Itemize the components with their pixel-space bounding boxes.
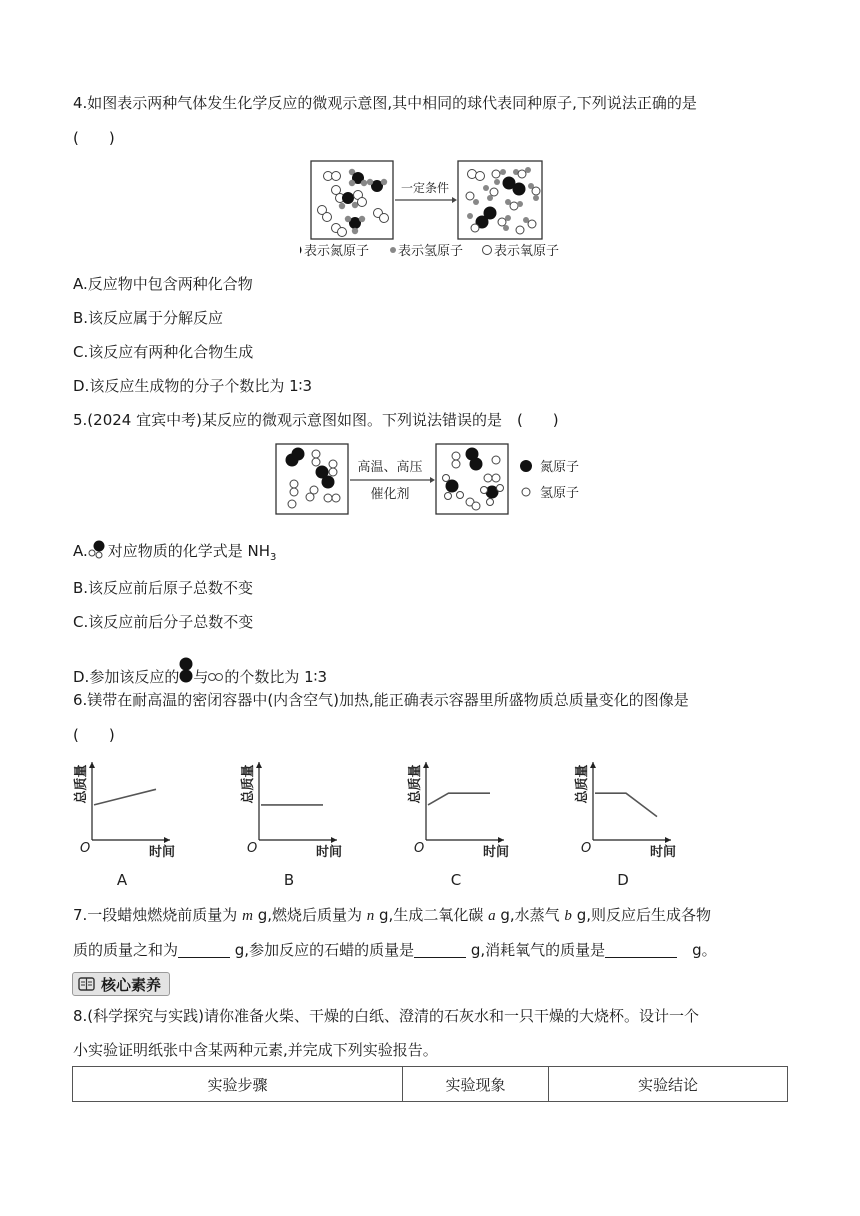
q7-blank-1[interactable] — [178, 942, 230, 958]
header-conclusion: 实验结论 — [549, 1067, 788, 1102]
q8-line-2: 小实验证明纸张中含某两种元素,并完成下列实验报告。 — [73, 1041, 438, 1059]
q6-graph-options — [70, 752, 770, 892]
q4-legend — [300, 244, 559, 259]
y-axis-label: 总质量 — [408, 764, 423, 804]
q5-option-b[interactable]: B.该反应前后原子总数不变 — [73, 579, 254, 597]
q4-option-a[interactable]: A.反应物中包含两种化合物 — [73, 275, 253, 293]
q4-before-molecules — [318, 169, 389, 237]
q7-blank-3[interactable] — [605, 942, 677, 958]
section-label: 核心素养 — [101, 976, 162, 994]
q6-graphs-svg — [70, 752, 770, 892]
graph-option-label: C — [450, 871, 462, 889]
graph-a — [73, 762, 175, 889]
q5-cond-top: 高温、高压 — [357, 460, 423, 475]
y-axis-arrow — [423, 762, 429, 768]
q4-answer-paren: ( ) — [73, 129, 115, 147]
book-icon — [78, 976, 96, 992]
y-axis-label: 总质量 — [74, 764, 89, 804]
graph-d — [574, 762, 676, 889]
experiment-report-table — [72, 1066, 788, 1102]
header-steps: 实验步骤 — [73, 1067, 403, 1102]
x-axis-label: 时间 — [148, 845, 176, 860]
svg-text:氮原子: 氮原子 — [540, 460, 580, 475]
q5-before-molecules — [286, 448, 341, 509]
y-axis-arrow — [89, 762, 95, 768]
x-axis-label: 时间 — [482, 845, 510, 860]
mass-line — [428, 793, 490, 805]
x-axis-arrow — [331, 837, 337, 843]
q5-option-a[interactable]: A. 对应物质的化学式是 $NH_3$ — [73, 542, 277, 563]
q7-blank-2[interactable] — [414, 942, 466, 958]
section-badge — [72, 972, 170, 996]
n2-molecule-icon — [179, 656, 193, 686]
mass-line — [94, 789, 156, 805]
q5-cond-bottom: 催化剂 — [370, 487, 410, 502]
graph-option-label: A — [116, 871, 128, 889]
origin-label: O — [247, 841, 258, 856]
origin-label: O — [414, 841, 425, 856]
origin-label: O — [80, 841, 91, 856]
y-axis-label: 总质量 — [241, 764, 256, 804]
q5-stem: 5.(2024 宜宾中考)某反应的微观示意图如图。下列说法错误的是 ( ) — [73, 411, 559, 429]
y-axis-arrow — [256, 762, 262, 768]
h2-molecule-icon — [208, 671, 224, 683]
q4-option-b[interactable]: B.该反应属于分解反应 — [73, 309, 224, 327]
svg-text:表示氢原子: 表示氢原子 — [398, 244, 464, 259]
graph-option-label: D — [617, 871, 629, 889]
graph-c — [407, 762, 509, 889]
header-phenomena: 实验现象 — [403, 1067, 549, 1102]
q7-line-1: 7.一段蜡烛燃烧前质量为 m g,燃烧后质量为 n g,生成二氧化碳 a g,水蒸气 b g,则反应后生成各物 — [73, 906, 711, 924]
q6-stem: 6.镁带在耐高温的密闭容器中(内含空气)加热,能正确表示容器里所盛物质总质量变化的图像是 — [73, 691, 689, 709]
q7-line-2: 质的质量之和为 g,参加反应的石蜡的质量是 g,消耗氧气的质量是 g。 — [73, 941, 717, 959]
q5-reaction-diagram — [270, 440, 600, 520]
q4-after-molecules — [466, 167, 540, 234]
origin-label: O — [581, 841, 592, 856]
y-axis-arrow — [590, 762, 596, 768]
svg-text:氢原子: 氢原子 — [540, 486, 580, 501]
q6-answer-paren: ( ) — [73, 726, 115, 744]
x-axis-label: 时间 — [315, 845, 343, 860]
q4-option-d[interactable]: D.该反应生成物的分子个数比为 1∶3 — [73, 377, 313, 395]
q5-legend — [520, 460, 579, 501]
svg-text:表示氮原子: 表示氮原子 — [304, 244, 370, 259]
x-axis-arrow — [665, 837, 671, 843]
nh3-molecule-icon — [88, 540, 108, 560]
x-axis-arrow — [498, 837, 504, 843]
x-axis-label: 时间 — [649, 845, 677, 860]
svg-text:表示氧原子: 表示氧原子 — [494, 244, 560, 259]
x-axis-arrow — [164, 837, 170, 843]
q5-after-molecules — [443, 448, 504, 511]
q8-line-1: 8.(科学探究与实践)请你准备火柴、干燥的白纸、澄清的石灰水和一只干燥的大烧杯。设计一个 — [73, 1007, 700, 1025]
graph-option-label: B — [283, 871, 295, 889]
q4-arrow-label: 一定条件 — [400, 181, 450, 195]
q4-option-c[interactable]: C.该反应有两种化合物生成 — [73, 343, 254, 361]
q5-option-c[interactable]: C.该反应前后分子总数不变 — [73, 613, 254, 631]
table-header-row — [73, 1067, 788, 1102]
y-axis-label: 总质量 — [575, 764, 590, 804]
q5-option-d[interactable]: D.参加该反应的 与 的个数比为 1∶3 — [73, 656, 327, 687]
mass-line — [595, 793, 657, 816]
q4-reaction-diagram — [300, 158, 580, 260]
graph-b — [240, 762, 342, 889]
q4-stem: 4.如图表示两种气体发生化学反应的微观示意图,其中相同的球代表同种原子,下列说法正确的是 — [73, 94, 697, 112]
